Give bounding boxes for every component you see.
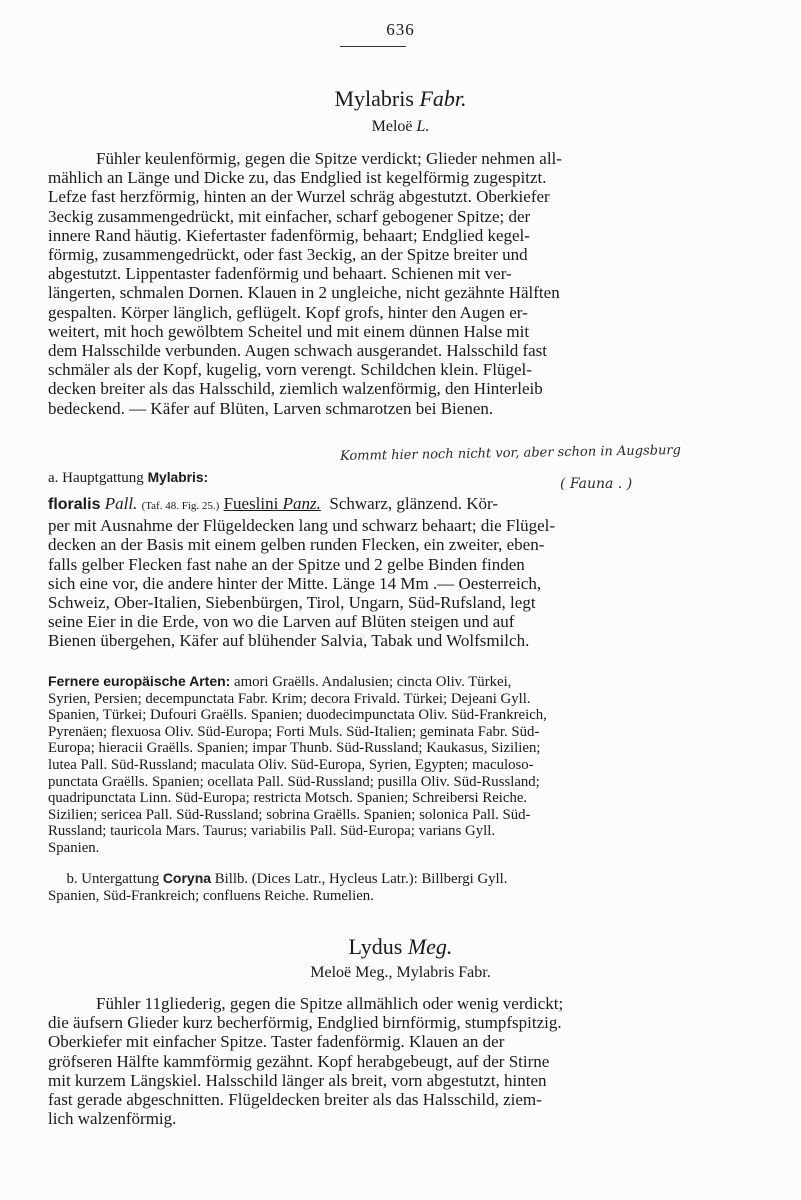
text-line: gröfseren Hälfte kammförmig gezähnt. Kopf herabgebeugt, auf der Stirne xyxy=(48,1051,550,1071)
genus-heading-mylabris xyxy=(0,86,801,112)
genus2-synonyms: Meloë Meg., Mylabris Fabr. xyxy=(310,964,491,981)
species-text-line: Bienen übergehen, Käfer auf blühender Salvia, Tabak und Wolfsmilch. xyxy=(48,631,530,651)
species-author: Pall. xyxy=(104,494,138,513)
text-line: mählich an Länge und Dicke zu, das Endglied ist kegelförmig zugespitzt. xyxy=(48,168,547,188)
further-line: Spanien, Türkei; Dufouri Graëlls. Spanien; duodecimpunctata Oliv. Süd-Frankreich, xyxy=(48,707,547,724)
subgenus-b-text: Billb. (Dices Latr., Hycleus Latr.): Billbergi Gyll. xyxy=(211,871,508,887)
text-line: schmäler als der Kopf, kugelig, vorn verengt. Schildchen klein. Flügel- xyxy=(48,360,532,380)
species-synonym: Fueslini xyxy=(223,494,279,513)
synonym-name: Meloë xyxy=(371,118,413,135)
further-line: Spanien. xyxy=(48,839,100,856)
genus-author: Fabr. xyxy=(419,86,467,111)
species-synonym-author: Panz. xyxy=(282,494,321,513)
text-line: lich walzenförmig. xyxy=(48,1109,177,1129)
further-line: Pyrenäen; flexuosa Oliv. Süd-Europa; Forti Muls. Süd-Italien; geminata Fabr. Süd- xyxy=(48,723,540,740)
species-name: floralis xyxy=(48,496,101,513)
text-line: gespalten. Körper länglich, geflügelt. Kopf grofs, hinter den Augen er- xyxy=(48,302,528,322)
synonym-author: L. xyxy=(416,118,430,135)
text-line: bedeckend. — Käfer auf Blüten, Larven schmarotzen bei Bienen. xyxy=(48,398,494,418)
further-line: quadripunctata Linn. Süd-Europa; restricta Motsch. Spanien; Schreibersi Reiche. xyxy=(48,790,528,807)
text-line: Fühler 11gliederig, gegen die Spitze allmählich oder wenig verdickt; xyxy=(96,994,564,1013)
text-line: förmig, zusammengedrückt, oder fast 3eckig, an der Spitze breiter und xyxy=(48,245,528,265)
genus-synonym xyxy=(0,118,801,136)
text-line: abgestutzt. Lippentaster fadenförmig und behaart. Schienen mit ver- xyxy=(48,264,512,284)
text-line: mit kurzem Längskiel. Halsschild länger als breit, vorn abgestutzt, hinten xyxy=(48,1070,547,1090)
text-line: innere Rand häutig. Kiefertaster fadenförmig, behaart; Endglied kegel- xyxy=(48,225,530,245)
species-text-line: seine Eier in die Erde, von wo die Larven auf Blüten steigen und auf xyxy=(48,612,515,632)
subgenus-a-name: Mylabris: xyxy=(147,470,209,485)
subgenus-b-line2: Spanien, Süd-Frankreich; confluens Reiche. Rumelien. xyxy=(48,887,374,904)
text-line: Fühler keulenförmig, gegen die Spitze verdickt; Glieder nehmen all- xyxy=(96,149,562,168)
species-plate-ref: (Taf. 48. Fig. 25.) xyxy=(141,500,220,512)
further-line: punctata Graëlls. Spanien; ocellata Pall. Süd-Russland; pusilla Oliv. Süd-Russland; xyxy=(48,773,540,790)
subgenus-a-prefix: a. Hauptgattung xyxy=(48,470,144,486)
subgenus-b-name: Coryna xyxy=(162,870,212,886)
text-line: die äufsern Glieder kurz becherförmig, Endglied birnförmig, stumpfspitzig. xyxy=(48,1013,562,1033)
genus2-title: Lydus xyxy=(348,934,403,959)
text-line: dem Halsschilde verbunden. Augen schwach ausgerandet. Halsschild fast xyxy=(48,341,547,361)
further-line: amori Graëlls. Andalusien; cincta Oliv. Türkei, xyxy=(230,674,512,690)
handwritten-note: Kommt hier noch nicht vor, aber schon in Augsburg xyxy=(339,443,682,464)
subgenus-b xyxy=(48,870,728,904)
genus-heading-lydus xyxy=(0,934,801,960)
genus2-description xyxy=(48,994,722,1128)
genus-title: Mylabris xyxy=(334,86,414,111)
species-text-line: per mit Ausnahme der Flügeldecken lang und schwarz behaart; die Flügel- xyxy=(48,516,556,536)
species-text-line: sich eine vor, die andere hinter der Mitte. Länge 14 Mm .— Oesterreich, xyxy=(48,573,542,593)
species-text-line: Schweiz, Ober-Italien, Siebenbürgen, Tirol, Ungarn, Süd-Rufsland, legt xyxy=(48,593,536,613)
species-floralis xyxy=(48,494,722,651)
handwritten-note-fauna: ( Fauna . ) xyxy=(560,476,633,492)
further-line: Europa; hieracii Graëlls. Spanien; impar Thunb. Süd-Russland; Kaukasus, Sizilien; xyxy=(48,740,541,757)
further-line: lutea Pall. Süd-Russland; maculata Oliv. Süd-Europa, Syrien, Egypten; maculoso- xyxy=(48,756,534,773)
genus-description xyxy=(48,149,722,418)
text-line: decken breiter als das Halsschild, ziemlich walzenförmig, den Hinterleib xyxy=(48,379,543,399)
text-line: 3eckig zusammengedrückt, mit einfacher, scharf gebogener Spitze; der xyxy=(48,206,531,226)
text-line: längerten, schmalen Dornen. Klauen in 2 ungleiche, nicht gezähnte Hälften xyxy=(48,283,560,303)
text-line: fast gerade abgeschnitten. Flügeldecken breiter als das Halsschild, ziem- xyxy=(48,1090,542,1110)
further-label: Fernere europäische Arten: xyxy=(48,673,231,689)
further-line: Syrien, Persien; decempunctata Fabr. Krim; decora Frivald. Türkei; Dejeani Gyll. xyxy=(48,690,531,707)
text-line: weitert, mit hoch gewölbtem Scheitel und mit einem dünnen Halse mit xyxy=(48,321,530,341)
further-line: Russland; tauricola Mars. Taurus; variabilis Pall. Süd-Europa; varians Gyll. xyxy=(48,823,496,840)
genus2-author: Meg. xyxy=(407,934,453,959)
species-text-line: decken an der Basis mit einem gelben runden Flecken, ein zweiter, eben- xyxy=(48,535,545,555)
text-line: Lefze fast herzförmig, hinten an der Wurzel schräg abgestutzt. Oberkiefer xyxy=(48,187,550,207)
text-line: Oberkiefer mit einfacher Spitze. Taster fadenförmig. Klauen an der xyxy=(48,1032,505,1052)
further-species-list xyxy=(48,673,728,857)
subgenus-b-prefix: b. Untergattung xyxy=(66,871,160,887)
page-number: 636 xyxy=(386,20,415,39)
species-text-line: Schwarz, glänzend. Kör- xyxy=(329,494,499,513)
header-rule xyxy=(340,46,406,47)
subgenus-a-heading xyxy=(48,470,208,487)
species-text-line: falls gelber Flecken fast nahe an der Spitze und 2 gelbe Binden finden xyxy=(48,554,525,574)
further-line: Sizilien; sericea Pall. Süd-Russland; sobrina Graëlls. Spanien; solonica Pall. Süd- xyxy=(48,806,531,823)
